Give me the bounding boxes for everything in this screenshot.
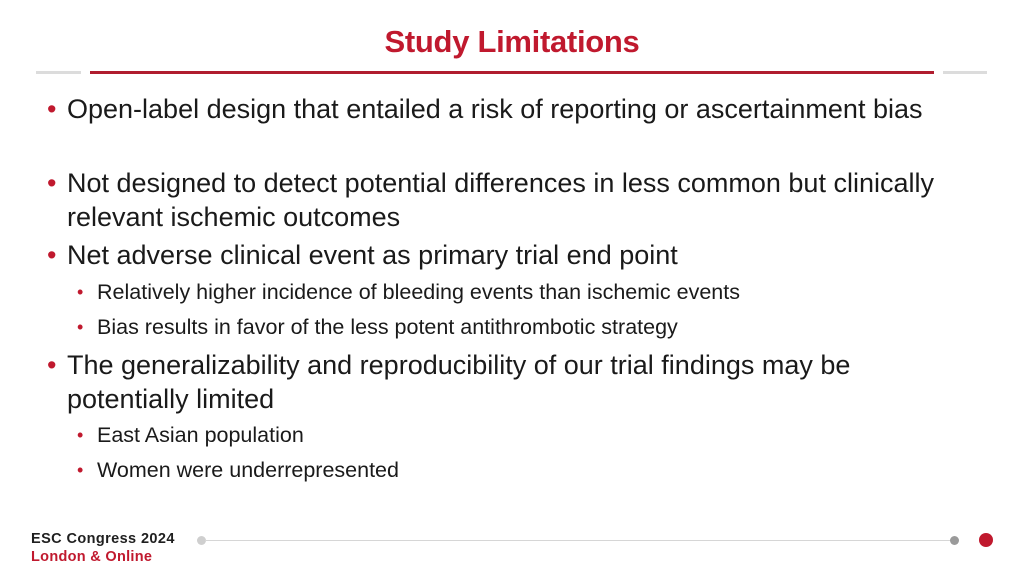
footer-dot-accent — [979, 533, 993, 547]
title-rule-right — [943, 71, 987, 74]
bullet-marker: • — [77, 282, 84, 302]
footer-line — [205, 540, 951, 541]
footer-dot-mid — [950, 536, 959, 545]
bullet-marker: • — [47, 350, 57, 380]
sub-bullet-item — [77, 422, 937, 448]
title-rule-left — [36, 71, 81, 74]
sub-bullet-item — [77, 314, 937, 340]
bullet-marker: • — [77, 425, 84, 445]
sub-bullet-text: Bias results in favor of the less potent antithrombotic strategy — [97, 315, 678, 339]
sub-bullet-text: Relatively higher incidence of bleeding events than ischemic events — [97, 280, 740, 304]
slide-title: Study Limitations — [384, 24, 640, 59]
bullet-text: Net adverse clinical event as primary trial end point — [67, 240, 678, 270]
bullet-marker: • — [77, 317, 84, 337]
sub-bullet-text: Women were underrepresented — [97, 458, 399, 482]
bullet-item — [47, 238, 947, 272]
footer-event-name: ESC Congress 2024 — [31, 531, 175, 547]
bullet-text: Not designed to detect potential differences in less common but clinically relevant ischemic outcomes — [67, 168, 934, 232]
bullet-marker: • — [47, 94, 57, 124]
footer-location: London & Online — [31, 549, 153, 565]
bullet-text: Open-label design that entailed a risk of reporting or ascertainment bias — [67, 94, 923, 124]
sub-bullet-item — [77, 279, 937, 305]
bullet-marker: • — [47, 240, 57, 270]
sub-bullet-text: East Asian population — [97, 423, 304, 447]
bullet-item — [47, 166, 947, 234]
bullet-item — [47, 348, 947, 416]
bullet-item — [47, 92, 947, 126]
bullet-text: The generalizability and reproducibility of our trial findings may be potentially limited — [67, 350, 851, 414]
bullet-marker: • — [77, 460, 84, 480]
title-rule — [90, 71, 934, 74]
bullet-marker: • — [47, 168, 57, 198]
sub-bullet-item — [77, 457, 937, 483]
